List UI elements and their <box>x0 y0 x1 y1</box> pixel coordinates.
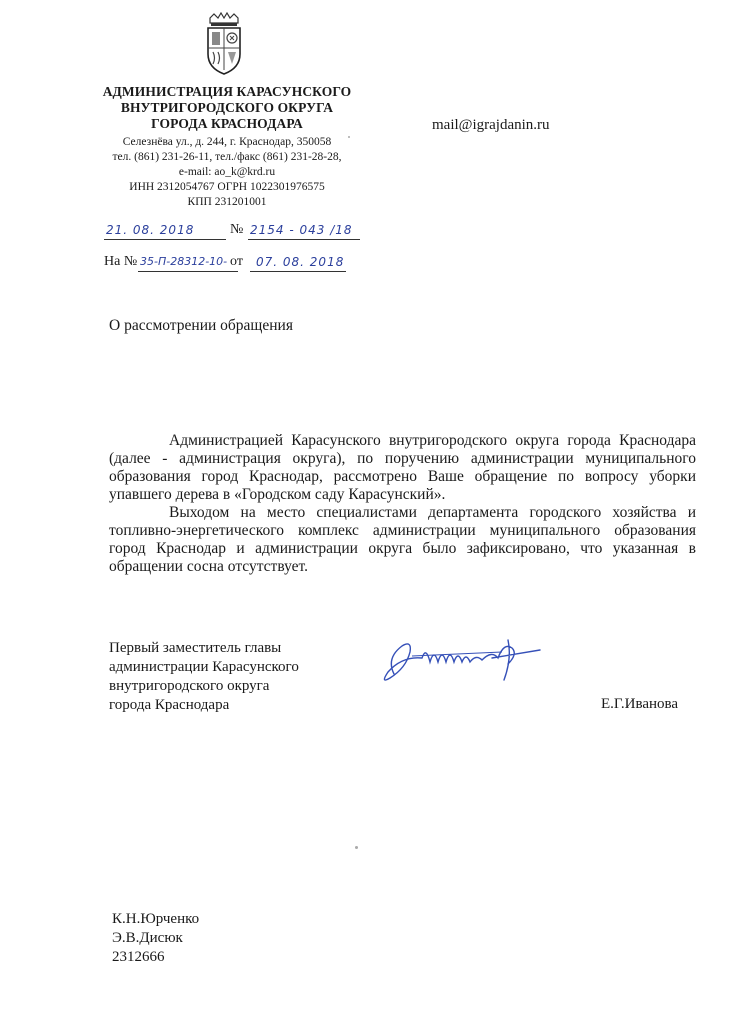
handwritten-signature <box>372 628 544 688</box>
position-line: администрации Карасунского <box>109 659 299 675</box>
phone-line: тел. (861) 231-26-11, тел./факс (861) 231-28-28, <box>112 151 342 163</box>
organization-name-line: ГОРОДА КРАСНОДАРА <box>151 116 303 131</box>
position-line: внутригородского округа <box>109 678 270 694</box>
incoming-reference <box>104 254 364 276</box>
organization-name-line: АДМИНИСТРАЦИЯ КАРАСУНСКОГО <box>102 84 352 99</box>
signer-name: Е.Г.Иванова <box>601 696 679 712</box>
body-paragraph: Администрацией Карасунского внутригородского округа города Краснодара (далее - администрация округа), по поручению администрации муниципального образования город Краснодар, рассмотрено Ваше обращение по вопросу уборки упавшего дерева в «Городском саду Карасунский». <box>109 432 696 503</box>
organization-contacts <box>96 135 358 210</box>
kpp-line: КПП 231201001 <box>187 196 267 208</box>
address-line: Селезнёва ул., д. 244, г. Краснодар, 350058 <box>122 136 332 148</box>
incoming-date: 07. 08. 2018 <box>256 255 345 269</box>
inn-ogrn-line: ИНН 2312054767 ОГРН 1022301976575 <box>129 181 325 193</box>
letter-subject: О рассмотрении обращения <box>109 317 293 334</box>
incoming-prefix: На № <box>104 254 138 269</box>
organization-name-line: ВНУТРИГОРОДСКОГО ОКРУГА <box>120 100 334 115</box>
outgoing-date: 21. 08. 2018 <box>106 223 195 237</box>
position-line: Первый заместитель главы <box>109 640 282 656</box>
outgoing-reference <box>104 222 364 244</box>
organization-name <box>96 84 358 132</box>
recipient-email: mail@igrajdanin.ru <box>432 117 550 133</box>
executor-phone: 2312666 <box>112 949 165 965</box>
outgoing-number-sign: № <box>230 222 244 237</box>
letter-body <box>109 432 696 576</box>
executor-name: К.Н.Юрченко <box>112 911 200 927</box>
executors-block <box>112 910 199 967</box>
scan-speck <box>348 136 350 138</box>
coat-of-arms-emblem <box>204 12 244 76</box>
body-paragraph: Выходом на место специалистами департамента городского хозяйства и топливно-энергетического комплекс администрации муниципального образования город Краснодар и администрации округа было зафиксировано, что указанная в обращении сосна отсутствует. <box>109 504 696 575</box>
outgoing-number: 2154 - 043 /18 <box>250 223 353 237</box>
executor-name: Э.В.Дисюк <box>112 930 183 946</box>
signatory-position <box>109 639 299 715</box>
position-line: города Краснодара <box>109 697 230 713</box>
incoming-from-label: от <box>230 254 243 269</box>
incoming-number: 35-П-28312-10- <box>140 255 228 268</box>
email-line: e-mail: ao_k@krd.ru <box>178 166 276 178</box>
scan-speck <box>355 846 358 849</box>
